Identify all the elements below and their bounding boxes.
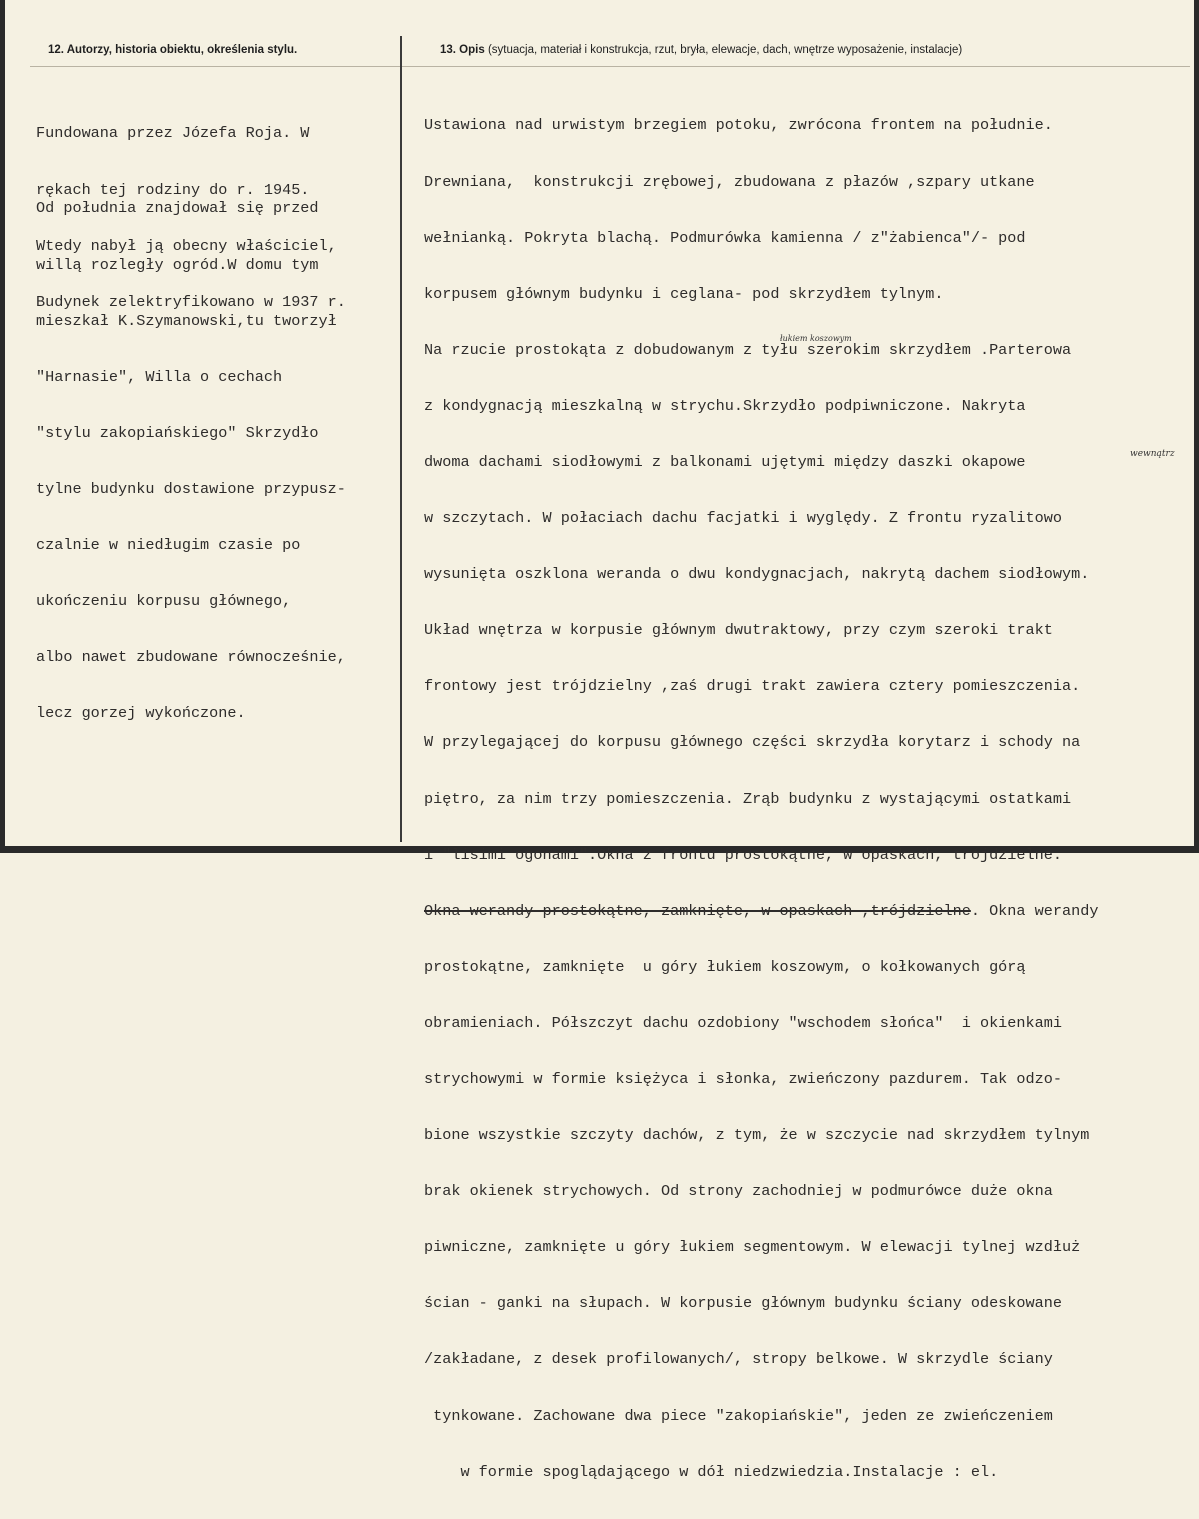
text-line: albo nawet zbudowane równocześnie,	[36, 648, 346, 667]
text-line: ukończeniu korpusu głównego,	[36, 592, 292, 611]
text-line: korpusem głównym budynku i ceglana- pod skrzydłem tylnym.	[424, 284, 944, 303]
section-12-heading: 12. Autorzy, historia obiektu, określenia stylu.	[48, 44, 298, 56]
text-line: czalnie w niedługim czasie po	[36, 535, 301, 554]
text-line: Od południa znajdował się przed	[36, 199, 319, 218]
card-border-left	[0, 0, 5, 853]
text-line: /zakładane, z desek profilowanych/, stropy belkowe. W skrzydle ściany	[424, 1350, 1053, 1369]
text-line: "stylu zakopiańskiego" Skrzydło	[36, 423, 319, 442]
description-paragraph	[424, 79, 1098, 1519]
text-line: dwoma dachami siodłowymi z balkonami ujętymi między daszki okapowe	[424, 452, 1026, 471]
text-line: tynkowane. Zachowane dwa piece "zakopiańskie", jeden ze zwieńczeniem	[424, 1406, 1053, 1425]
text-line: Na rzucie prostokąta z dobudowanym z tyłu szerokim skrzydłem .Parterowa	[424, 340, 1072, 359]
text-line: piętro, za nim trzy pomieszczenia. Zrąb budynku z wystającymi ostatkami	[424, 789, 1072, 808]
text-line: frontowy jest trójdzielny ,zaś drugi trakt zawiera cztery pomieszczenia.	[424, 677, 1081, 696]
struck-line	[424, 902, 1098, 921]
text-line: brak okienek strychowych. Od strony zachodniej w podmurówce duże okna	[424, 1182, 1053, 1201]
text-line: Fundowana przez Józefa Roja. W	[36, 124, 310, 143]
text-line: piwniczne, zamknięte u góry łukiem segmentowym. W elewacji tylnej wzdłuż	[424, 1238, 1081, 1257]
text-line: obramieniach. Półszczyt dachu ozdobiony "wschodem słońca" i okienkami	[424, 1013, 1062, 1032]
handwritten-insertion: łukiem koszowym	[780, 334, 852, 343]
section-13-subtitle: (sytuacja, materiał i konstrukcja, rzut, bryła, elewacje, dach, wnętrze wyposażenie, instalacje)	[484, 44, 963, 56]
text-line: tylne budynku dostawione przypusz-	[36, 479, 346, 498]
text-line: mieszkał K.Szymanowski,tu tworzył	[36, 311, 337, 330]
section-13-heading	[440, 44, 962, 56]
text-line: w formie spoglądającego w dół niedzwiedzia.Instalacje : el.	[424, 1462, 999, 1481]
handwritten-margin-note: wewnątrz	[1130, 449, 1175, 459]
struck-text: Okna werandy prostokątne, zamknięte, w opaskach ,trójdzielne	[424, 901, 971, 920]
text-continuation: . Okna werandy	[970, 901, 1099, 920]
section-13-title: 13. Opis	[440, 44, 485, 56]
header-divider	[30, 66, 1190, 67]
text-line: Budynek zelektryfikowano w 1937 r.	[36, 292, 346, 311]
text-line: Układ wnętrza w korpusie głównym dwutraktowy, przy czym szeroki trakt	[424, 621, 1053, 640]
text-line: bione wszystkie szczyty dachów, z tym, że w szczycie nad skrzydłem tylnym	[424, 1126, 1090, 1145]
text-line: z kondygnacją mieszkalną w strychu.Skrzydło podpiwniczone. Nakryta	[424, 396, 1026, 415]
column-divider	[400, 36, 402, 842]
text-line: Ustawiona nad urwistym brzegiem potoku, zwrócona frontem na południe.	[424, 116, 1053, 135]
text-line: Drewniana, konstrukcji zrębowej, zbudowana z płazów ,szpary utkane	[424, 172, 1035, 191]
text-line: wysunięta oszklona weranda o dwu kondygnacjach, nakrytą dachem siodłowym.	[424, 565, 1090, 584]
text-line: wełnianką. Pokryta blachą. Podmurówka kamienna / z"żabienca"/- pod	[424, 228, 1026, 247]
card-border-right	[1194, 0, 1199, 853]
text-line: rękach tej rodziny do r. 1945.	[36, 180, 310, 199]
text-line: ścian - ganki na słupach. W korpusie głównym budynku ściany odeskowane	[424, 1294, 1062, 1313]
text-line: strychowymi w formie księżyca i słonka, zwieńczony pazdurem. Tak odzo-	[424, 1070, 1062, 1088]
text-line: prostokątne, zamknięte u góry łukiem koszowym, o kołkowanych górą	[424, 957, 1026, 976]
text-line: w szczytach. W połaciach dachu facjatki i wyględy. Z frontu ryzalitowo	[424, 509, 1062, 528]
text-line: W przylegającej do korpusu głównego części skrzydła korytarz i schody na	[424, 733, 1081, 752]
text-line: Wtedy nabył ją obecny właściciel,	[36, 236, 337, 255]
text-line: i "lisimi ogonami".Okna z frontu prostokątne, w opaskach, trójdzielne.	[424, 845, 1062, 864]
text-line: lecz gorzej wykończone.	[36, 704, 246, 723]
text-line: "Harnasie", Willa o cechach	[36, 367, 283, 386]
text-line: willą rozległy ogród.W domu tym	[36, 255, 319, 274]
history-paragraph-2	[36, 162, 346, 760]
